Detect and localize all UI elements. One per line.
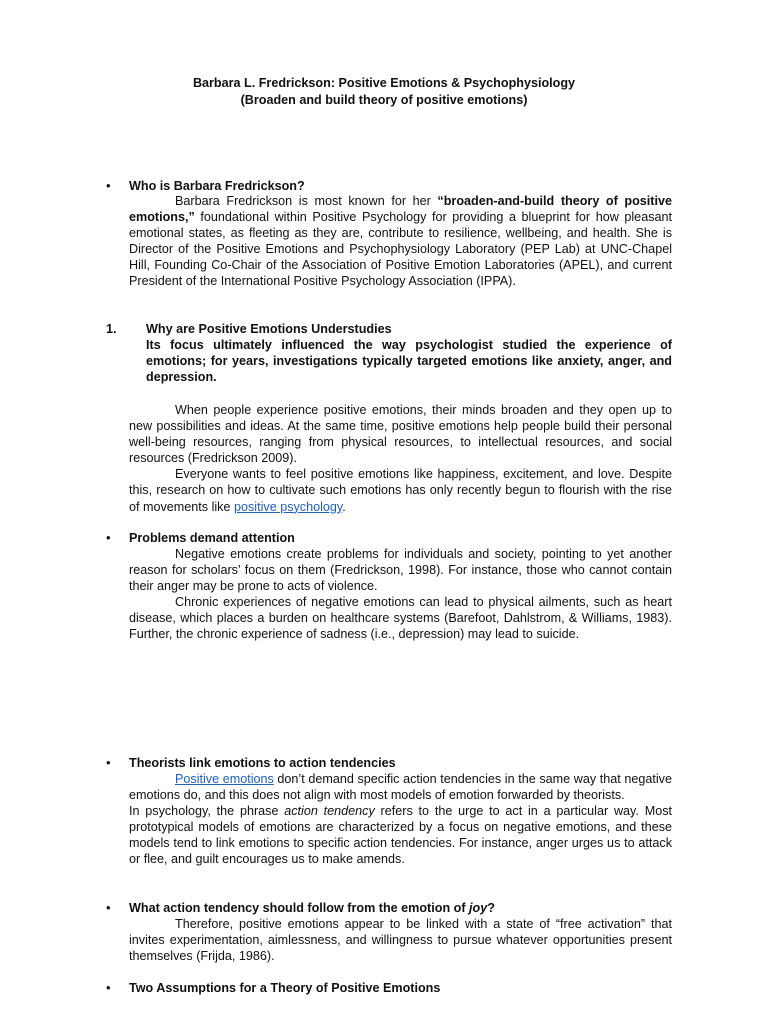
bullet-marker: • <box>106 755 111 770</box>
title-line-2: (Broaden and build theory of positive emotions) <box>240 93 528 107</box>
link-positive-emotions[interactable]: Positive emotions <box>175 772 274 786</box>
bullet-marker: • <box>106 178 111 193</box>
paragraph-joy: Therefore, positive emotions appear to be linked with a state of “free activation” that invites experimentation, aimlessness, and willingness to pursue whatever opportunities present themselves (Frijda, 1986). <box>129 917 672 964</box>
title-line-1: Barbara L. Fredrickson: Positive Emotions & Psychophysiology <box>192 76 576 90</box>
bullet-marker: • <box>106 530 111 545</box>
section-heading-who: Who is Barbara Fredrickson? <box>129 179 305 193</box>
section-heading-problems: Problems demand attention <box>129 531 295 545</box>
link-positive-psychology[interactable]: positive psychology <box>234 499 343 514</box>
term-action-tendency: action tendency <box>284 804 375 819</box>
section-heading-assumptions: Two Assumptions for a Theory of Positive Emotions <box>129 981 441 995</box>
bold-paragraph-why: Its focus ultimately influenced the way psychologist studied the experience of emotions; for years, investigations typically targeted emotions like anxiety, anger, and depression. <box>146 338 672 385</box>
bullet-marker: • <box>106 980 111 995</box>
bold-theory-name: “broaden-and-build theory of positive emotions,” <box>129 194 672 225</box>
paragraph-who: Barbara Fredrickson is most known for her “broaden-and-build theory of positive emotions,” foundational within Positive Psychology for providing a blueprint for how pleasant emotional states, as fleeting as they are, contribute to resilience, wellbeing, and health. She is Director of the Positive Emotions and Psychophysiology Laboratory (PEP Lab) at UNC-Chapel Hill, Founding Co-Chair of the Association of Positive Emotion Laboratories (APEL), and current President of the International Positive Psychology Association (IPPA). <box>129 194 672 289</box>
paragraph-action-tendencies: Positive emotions don’t demand specific action tendencies in the same way that negative emotions do, and this does not align with most models of emotion forwarded by theorists. In psychology, the phrase action tendency refers to the urge to act in a particular way. Most prototypical models of emotions are characterized by a focus on negative emotions, and these models tend to link emotions to specific action tendencies. For instance, anger urges us to attack or flee, and guilt encourages us to make amends. <box>129 772 672 867</box>
paragraph-problems: Negative emotions create problems for individuals and society, pointing to yet another reason for scholars’ focus on them (Fredrickson, 1998). For instance, those who cannot contain their anger may be prone to acts of violence. Chronic experiences of negative emotions can lead to physical ailments, such as heart disease, which places a burden on healthcare systems (Barefoot, Dahlstrom, & Williams, 1983). Further, the chronic experience of sadness (i.e., depression) may lead to suicide. <box>129 547 672 642</box>
bullet-marker: • <box>106 900 111 915</box>
section-heading-action-tendencies: Theorists link emotions to action tendencies <box>129 756 396 770</box>
section-heading-why: Why are Positive Emotions Understudies <box>146 322 392 336</box>
paragraph-broaden: When people experience positive emotions, their minds broaden and they open up to new possibilities and ideas. At the same time, positive emotions help people build their personal well-being resources, ranging from physical resources, to intellectual resources, and social resources (Fredrickson 2009). Everyone wants to feel positive emotions like happiness, excitement, and love. Despite this, research on how to cultivate such emotions has only recently begun to flourish with the rise of movements like positive psychology. <box>129 403 672 514</box>
document-title <box>0 75 768 109</box>
section-heading-joy: What action tendency should follow from the emotion of joy? <box>129 901 495 915</box>
section-number: 1. <box>106 322 117 336</box>
